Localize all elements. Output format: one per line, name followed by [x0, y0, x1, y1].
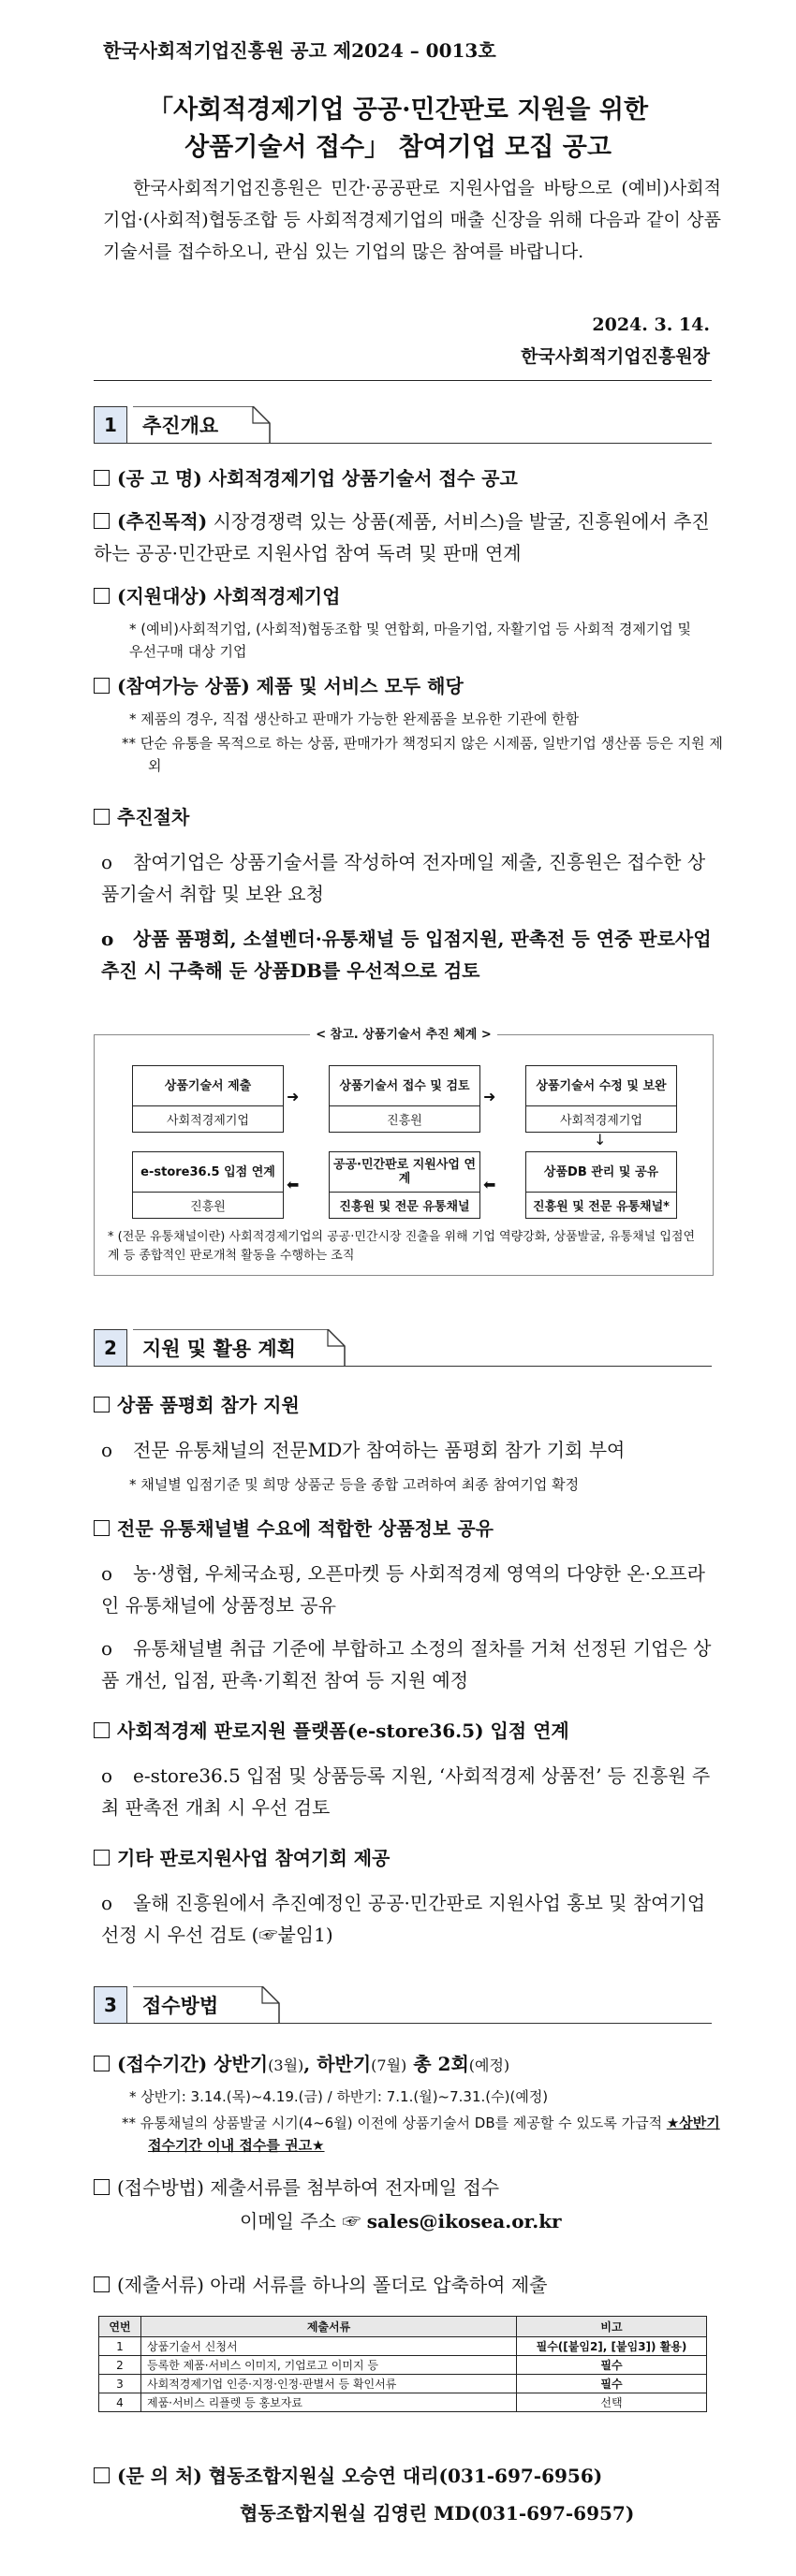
section-rule [94, 443, 712, 444]
arrow-left-icon: ⬅ [287, 1176, 300, 1193]
checkbox-square-icon [94, 2179, 110, 2195]
email-link[interactable]: sales@ikosea.or.kr [366, 2210, 562, 2232]
tab-shape-icon [133, 1986, 283, 2024]
diagram-title: < 참고. 상품기술서 추진 체계 > [95, 1024, 713, 1042]
circle-bullet-icon: o [101, 928, 114, 950]
divider [94, 380, 712, 381]
support-p4: 기타 판로지원사업 참여기회 제공 [94, 1842, 712, 1874]
issuer: 한국사회적기업진흥원장 [521, 346, 710, 367]
tab-shape-icon [133, 406, 273, 444]
tab-shape-icon [133, 1329, 348, 1367]
table-header-row [99, 2317, 707, 2337]
arrow-right-icon: ➜ [287, 1088, 300, 1105]
support-p2: 전문 유통채널별 수요에 적합한 상품정보 공유 [94, 1513, 712, 1544]
checkbox-square-icon [94, 1850, 110, 1866]
apply-method: (접수방법) 제출서류를 첨부하여 전자메일 접수 [94, 2172, 712, 2203]
circle-bullet-icon: o [101, 851, 113, 873]
diagram-box-estore: e-store36.5 입점 연계 진흥원 [132, 1151, 284, 1219]
goods-note-1: * 제품의 경우, 직접 생산하고 판매가 가능한 완제품을 보유한 기관에 한함 [129, 710, 580, 727]
section-rule [94, 2023, 712, 2024]
apply-period: (접수기간) 상반기(3월), 하반기(7월) 총 2회(예정) [94, 2048, 712, 2082]
overview-goods: (참여가능 상품) 제품 및 서비스 모두 해당 [94, 670, 712, 702]
support-p3: 사회적경제 판로지원 플랫폼(e-store36.5) 입점 연계 [94, 1715, 712, 1747]
goods-note-2: ** 단순 유통을 목적으로 하는 상품, 판매가가 책정되지 않은 시제품, 일반기업 생산품 등은 지원 제외 [122, 735, 723, 774]
section-title: 접수방법 [142, 1995, 219, 2017]
section-title-tab [133, 1986, 233, 2024]
support-p3-a: o e-store36.5 입점 및 상품등록 지원, ‘사회적경제 상품전’ 등 진흥원 주최 판촉전 개최 시 우선 검토 [101, 1760, 712, 1823]
circle-bullet-icon: o [101, 1892, 113, 1914]
checkbox-square-icon [94, 470, 110, 486]
checkbox-square-icon [94, 1397, 110, 1412]
title-line-1: 「사회적경제기업 공공·민간판로 지원을 위한 [147, 95, 649, 124]
support-p1-note: * 채널별 입점기준 및 희망 상품군 등을 종합 고려하여 최종 참여기업 확정 [129, 1476, 580, 1493]
notice-number: 한국사회적기업진흥원 공고 제2024 – 0013호 [103, 39, 496, 62]
table-header-cell: 연번 [99, 2317, 141, 2337]
table-row: 3 사회적경제기업 인증·지정·인정·판별서 등 확인서류 필수 [99, 2375, 707, 2393]
diagram-box-review: 상품기술서 접수 및 검토 진흥원 [329, 1065, 480, 1133]
support-p4-a: o 올해 진흥원에서 추진예정인 공공·민간판로 지원사업 홍보 및 참여기업 선정 시 우선 검토 (☞붙임1) [101, 1887, 712, 1951]
period-note-2: ** 유통채널의 상품발굴 시기(4~6월) 이전에 상품기술서 DB를 제공할 수 있도록 가급적 ★상반기 접수기간 이내 접수를 권고★ [122, 2115, 720, 2154]
checkbox-square-icon [94, 1520, 110, 1536]
period-note-1: * 상반기: 3.14.(목)~4.19.(금) / 하반기: 7.1.(월)~7.31.(수)(예정) [129, 2088, 549, 2105]
contact-1: (문 의 처) 협동조합지원실 오승연 대리(031-697-6956) [94, 2460, 712, 2492]
procedure-step-1: o 참여기업은 상품기술서를 작성하여 전자메일 제출, 진흥원은 접수한 상품기술서 취합 및 보완 요청 [101, 846, 712, 910]
arrow-right-icon: ➜ [483, 1088, 496, 1105]
diagram-box-submit: 상품기술서 제출 사회적경제기업 [132, 1065, 284, 1133]
table-row: 1 상품기술서 신청서 필수([붙임2], [붙임3]) 활용) [99, 2337, 707, 2356]
issue-date: 2024. 3. 14. [592, 315, 710, 335]
overview-target: (지원대상) 사회적경제기업 [94, 580, 712, 612]
table-header-cell: 제출서류 [141, 2317, 517, 2337]
section-3-header [94, 1986, 233, 2024]
table-header-cell: 비고 [517, 2317, 707, 2337]
section-title-tab [133, 406, 233, 444]
process-diagram [94, 1028, 714, 1276]
section-number: 2 [94, 1329, 127, 1367]
overview-procedure: 추진절차 [94, 801, 712, 833]
checkbox-square-icon [94, 2056, 110, 2071]
circle-bullet-icon: o [101, 1439, 113, 1461]
diagram-box-support: 공공·민간판로 지원사업 연계 진흥원 및 전문 유통채널 [329, 1151, 480, 1219]
support-p2-b: o 유통채널별 취급 기준에 부합하고 소정의 절차를 거쳐 선정된 기업은 상품 개선, 입점, 판촉·기획전 참여 등 지원 예정 [101, 1632, 712, 1696]
contact-2: 협동조합지원실 김영린 MD(031-697-6957) [240, 2502, 635, 2525]
table-row: 2 등록한 제품·서비스 이미지, 기업로고 이미지 등 필수 [99, 2356, 707, 2375]
section-number: 1 [94, 406, 127, 444]
section-title-tab [133, 1329, 311, 1367]
checkbox-square-icon [94, 2467, 110, 2483]
title-line-2: 상품기술서 접수」 참여기업 모집 공고 [184, 133, 612, 162]
document-title [56, 92, 740, 167]
section-number: 3 [94, 1986, 127, 2024]
support-p1-a: o 전문 유통채널의 전문MD가 참여하는 품평회 참가 기회 부여 [101, 1434, 712, 1466]
section-rule [94, 1366, 712, 1367]
section-2-header [94, 1329, 311, 1367]
section-title: 추진개요 [142, 415, 219, 437]
checkbox-square-icon [94, 1722, 110, 1738]
checkbox-square-icon [94, 513, 110, 529]
circle-bullet-icon: o [101, 1637, 113, 1660]
checkbox-square-icon [94, 588, 110, 604]
arrow-down-icon: ↓ [594, 1131, 607, 1149]
procedure-step-2: o 상품 품평회, 소셜벤더·유통채널 등 입점지원, 판촉전 등 연중 판로사업 추진 시 구축해 둔 상품DB를 우선적으로 검토 [101, 923, 712, 987]
target-note: * (예비)사회적기업, (사회적)협동조합 및 연합회, 마을기업, 자활기업 등 사회적 경제기업 및 우선구매 대상 기업 [129, 621, 692, 660]
diagram-footnote: * (전문 유통채널이란) 사회적경제기업의 공공·민간시장 진출을 위해 기업 역량강화, 상품발굴, 유통채널 입점연계 등 종합적인 판로개척 활동을 수행하는 조직 [108, 1230, 696, 1263]
table-row: 4 제품·서비스 리플렛 등 홍보자료 선택 [99, 2393, 707, 2412]
section-1-header [94, 406, 233, 444]
overview-purpose: (추진목적) 시장경쟁력 있는 상품(제품, 서비스)을 발굴, 진흥원에서 추진하는 공공·민간판로 지원사업 참여 독려 및 판매 연계 [94, 510, 710, 564]
diagram-box-revise: 상품기술서 수정 및 보완 사회적경제기업 [525, 1065, 677, 1133]
checkbox-square-icon [94, 678, 110, 694]
circle-bullet-icon: o [101, 1562, 113, 1585]
section-title: 지원 및 활용 계획 [142, 1338, 296, 1360]
checkbox-square-icon [94, 809, 110, 825]
overview-name: (공 고 명) 사회적경제기업 상품기술서 접수 공고 [94, 462, 712, 494]
circle-bullet-icon: o [101, 1764, 113, 1787]
apply-docs: (제출서류) 아래 서류를 하나의 폴더로 압축하여 제출 [94, 2269, 712, 2301]
diagram-box-db: 상품DB 관리 및 공유 진흥원 및 전문 유통채널* [525, 1151, 677, 1219]
intro-paragraph: 한국사회적기업진흥원은 민간·공공판로 지원사업을 바탕으로 (예비)사회적기업·(사회적)협동조합 등 사회적경제기업의 매출 신장을 위해 다음과 같이 상품기술서를 접수하오니, 관심 있는 기업의 많은 참여를 바랍니다. [103, 178, 721, 262]
support-p1: 상품 품평회 참가 지원 [94, 1389, 712, 1421]
support-p2-a: o 농·생협, 우체국쇼핑, 오픈마켓 등 사회적경제 영역의 다양한 온·오프라인 유통채널에 상품정보 공유 [101, 1558, 712, 1621]
arrow-left-icon: ⬅ [483, 1176, 496, 1193]
checkbox-square-icon [94, 2276, 110, 2292]
documents-table [98, 2316, 707, 2412]
apply-email: 이메일 주소 ☞ sales@ikosea.or.kr [240, 2210, 562, 2232]
